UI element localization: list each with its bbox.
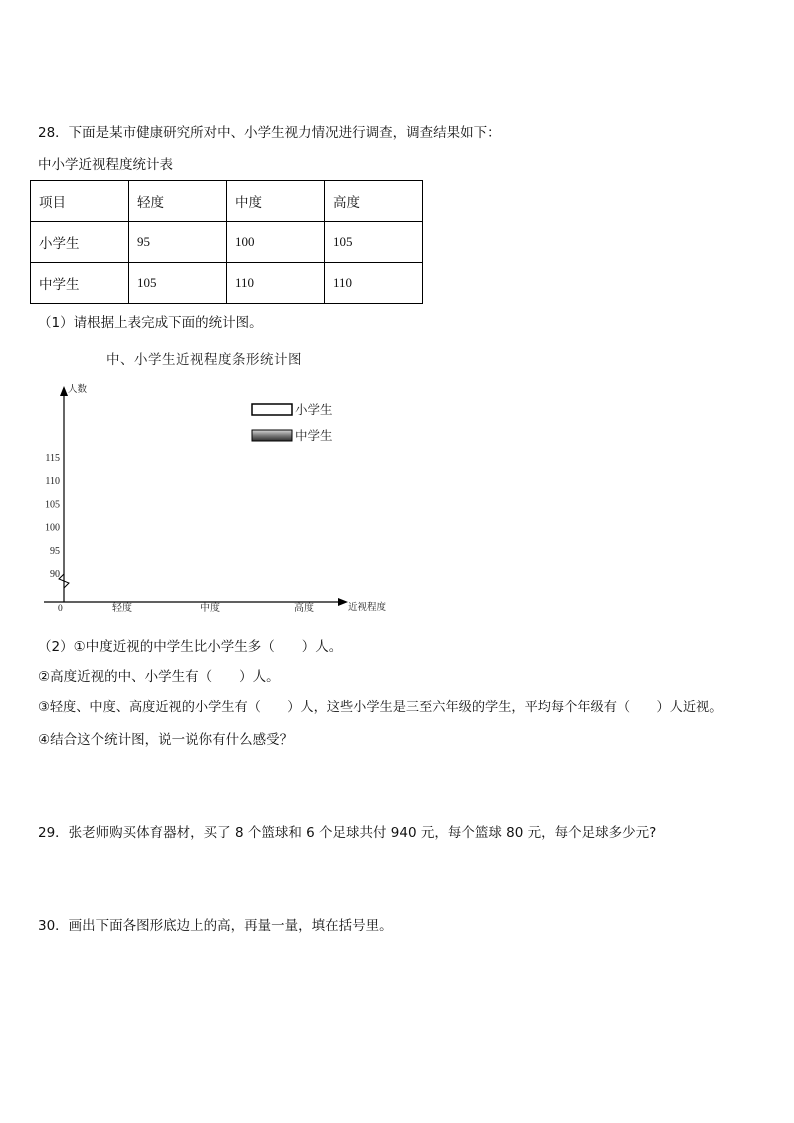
table-cell: 95 (129, 222, 227, 263)
q28-part2c: ③轻度、中度、高度近视的小学生有（ ）人，这些小学生是三至六年级的学生，平均每个年级有（ ）人近视。 (38, 700, 723, 715)
y-tick-group (45, 453, 60, 580)
q28-part2a: （2）①中度近视的中学生比小学生多（ ）人。 (38, 639, 343, 655)
q28-stem: 28．下面是某市健康研究所对中、小学生视力情况进行调查，调查结果如下： (38, 125, 501, 141)
legend-label-middle: 中学生 (295, 428, 333, 443)
table-row (31, 263, 423, 304)
q30-text: 30．画出下面各图形底边上的高，再量一量，填在括号里。 (38, 918, 393, 934)
y-axis-arrow-icon (60, 386, 68, 396)
table-header-row (31, 181, 423, 222)
table-cell: 中学生 (31, 263, 129, 304)
y-tick-label: 105 (45, 499, 60, 511)
x-category-label: 中度 (200, 603, 220, 614)
y-tick-label: 115 (45, 453, 60, 464)
table-cell: 105 (129, 263, 227, 304)
y-tick-label: 100 (45, 522, 60, 534)
y-axis-label: 人数 (68, 384, 88, 395)
y-tick-label: 90 (50, 569, 60, 580)
chart-title: 中、小学生近视程度条形统计图 (106, 352, 302, 368)
table-cell: 小学生 (31, 222, 129, 263)
table-cell: 100 (227, 222, 325, 263)
y-tick-label: 95 (50, 545, 60, 557)
table-header-cell: 中度 (227, 181, 325, 222)
q28-part2d: ④结合这个统计图，说一说你有什么感受？ (38, 732, 294, 748)
x-axis-label: 近视程度 (348, 602, 387, 613)
legend-swatch-middle (252, 430, 292, 441)
q28-part2b: ②高度近视的中、小学生有（ ）人。 (38, 669, 280, 685)
table-header-cell: 轻度 (129, 181, 227, 222)
q28-part1: （1）请根据上表完成下面的统计图。 (38, 315, 263, 331)
table-cell: 110 (227, 263, 325, 304)
table-row (31, 222, 423, 263)
y-tick-label: 110 (45, 476, 60, 488)
x-category-group (112, 601, 314, 614)
legend-label-primary: 小学生 (295, 402, 333, 417)
q29-text: 29．张老师购买体育器材，买了 8 个篮球和 6 个足球共付 940 元，每个篮球 80 元，每个足球多少元? (38, 825, 657, 841)
legend-swatch-primary (252, 404, 292, 415)
x-category-label: 高度 (294, 603, 314, 614)
table-header-cell: 项目 (31, 181, 129, 222)
x-axis-arrow-icon (338, 598, 348, 606)
x-category-label: 轻度 (112, 603, 132, 614)
bar-chart (30, 370, 410, 622)
myopia-table (30, 180, 423, 304)
table-cell: 110 (325, 263, 423, 304)
origin-label: 0 (58, 604, 63, 614)
table-title: 中小学近视程度统计表 (38, 157, 173, 173)
table-header-cell: 高度 (325, 181, 423, 222)
table-cell: 105 (325, 222, 423, 263)
